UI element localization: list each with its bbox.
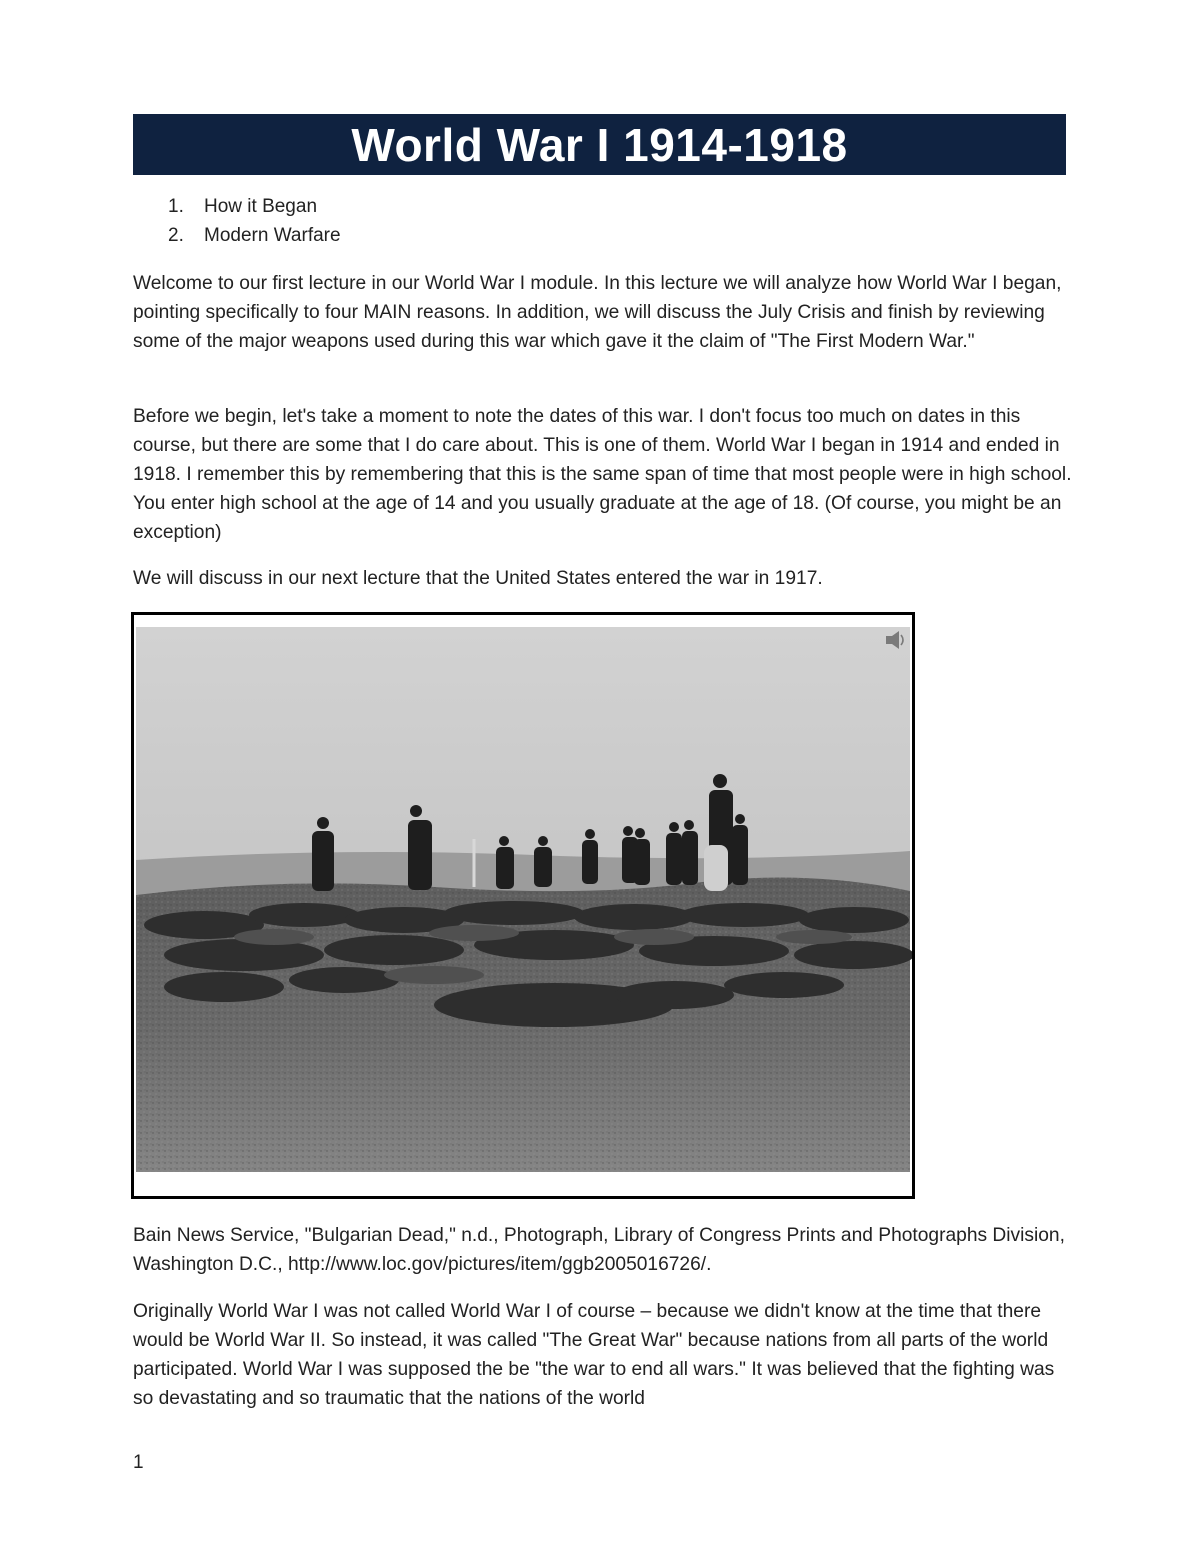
great-war-paragraph: Originally World War I was not called World War I of course – because we didn't know at the time that there would be World War II. So instead, it was called "The Great War" because nations from all parts of the world participated. World War I was supposed the be "the war to end all wars." It was believed that the fighting was so devastating and so traumatic that the nations of the world [133,1301,1055,1409]
title-banner [133,114,1066,175]
page-number: 1 [133,1452,144,1473]
list-item-number: 2. [168,225,184,246]
photo-caption: Bain News Service, "Bulgarian Dead," n.d., Photograph, Library of Congress Prints and Photographs Division, Washington D.C., http://www.loc.gov/pictures/item/ggb2005016726/. [133,1225,1065,1275]
list-item [168,221,341,250]
list-item-label: How it Began [204,196,318,217]
intro-paragraph: Welcome to our first lecture in our World War I module. In this lecture we will analyze how World War I began, pointing specifically to four MAIN reasons. In addition, we will discuss the July Crisis and finish by reviewing some of the major weapons used during this war which gave it the claim of "The First Modern War." [133,273,1062,352]
photograph-frame [131,612,915,1199]
dates-paragraph: Before we begin, let's take a moment to note the dates of this war. I don't focus too much on dates in this course, but there are some that I do care about. This is one of them. World War I began in 1914 and ended in 1918. I remember this by remembering that this is the same span of time that most people were in high school. You enter high school at the age of 14 and you usually graduate at the age of 18. (Of course, you might be an exception) [133,406,1072,543]
list-item [168,192,341,221]
list-item-label: Modern Warfare [204,225,341,246]
us-entry-paragraph: We will discuss in our next lecture that the United States entered the war in 1917. [133,568,823,589]
bulgarian-dead-photograph [134,615,912,1196]
page-title: World War I 1914-1918 [351,118,848,171]
list-item-number: 1. [168,196,184,217]
outline-list [168,192,341,250]
